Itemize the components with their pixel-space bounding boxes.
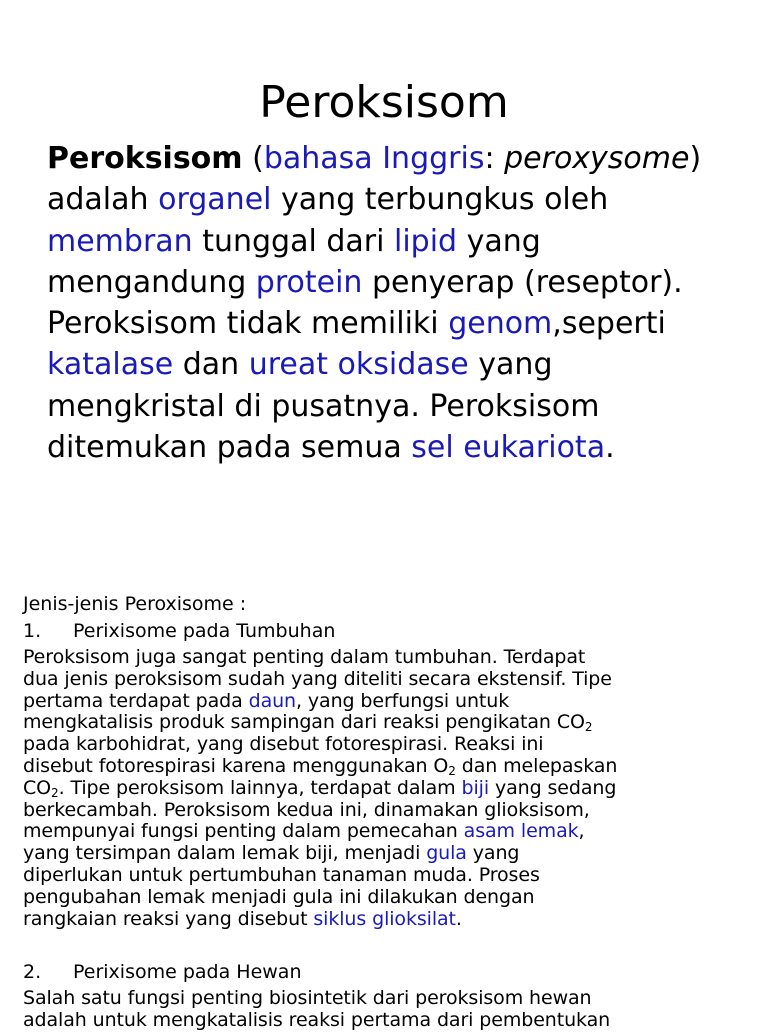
- text: rangkaian reaksi yang disebut: [23, 907, 314, 930]
- paragraph-line: [23, 778, 753, 800]
- text: yang: [466, 842, 520, 865]
- text: pertama terdapat pada: [23, 689, 249, 712]
- paragraph-line: [23, 865, 753, 887]
- text: . Tipe peroksisom lainnya, terdapat dalam: [58, 776, 462, 799]
- subscript: 2: [584, 720, 593, 735]
- intro-text: ) adalah: [47, 141, 702, 218]
- paragraph-line: [23, 734, 753, 756]
- text: mengkatalisis produk sampingan dari reaksi pengikatan CO: [23, 711, 585, 734]
- link-siklus-glioksilat[interactable]: siklus glioksilat: [313, 907, 456, 930]
- list-number: 2.: [23, 961, 42, 983]
- page-title: Peroksisom: [259, 77, 509, 129]
- text: Peroksisom juga sangat penting dalam tumbuhan. Terdapat: [23, 646, 586, 668]
- text: disebut fotorespirasi karena menggunakan O: [23, 754, 449, 777]
- paragraph-line: [23, 843, 753, 865]
- intro-text-colon: :: [484, 141, 495, 176]
- link-katalase[interactable]: katalase: [47, 347, 174, 383]
- text: diperlukan untuk pertumbuhan tanaman muda. Proses: [23, 863, 540, 886]
- subscript: 2: [51, 785, 59, 800]
- intro-text: tunggal dari: [192, 223, 394, 259]
- plant-paragraph: [23, 647, 753, 930]
- animal-paragraph: [23, 988, 753, 1032]
- text: yang sedang: [489, 776, 617, 799]
- paragraph-line: [23, 647, 753, 669]
- list-item-label: Perixisome pada Tumbuhan: [73, 620, 336, 642]
- list-item-label: Perixisome pada Hewan: [73, 961, 302, 983]
- text: yang tersimpan dalam lemak biji, menjadi: [23, 842, 427, 865]
- paragraph-line: [23, 800, 753, 822]
- link-protein[interactable]: protein: [255, 264, 363, 300]
- types-heading: Jenis-jenis Peroxisome :: [23, 593, 247, 615]
- paragraph-line: [23, 669, 753, 691]
- link-daun[interactable]: daun: [248, 689, 296, 712]
- text: , yang berfungsi untuk: [296, 689, 510, 712]
- paragraph-line: [23, 988, 753, 1010]
- intro-text: yang mengandung: [47, 223, 541, 300]
- paragraph-line: [23, 691, 753, 713]
- list-number: 1.: [23, 620, 42, 642]
- intro-english-term: peroxysome: [504, 141, 690, 176]
- text: Salah satu fungsi penting biosintetik dari peroksisom hewan: [23, 987, 592, 1009]
- list-item-heading: [23, 959, 753, 985]
- paragraph-line: [23, 756, 753, 778]
- paragraph-line: [23, 1010, 753, 1032]
- intro-text: ,seperti: [552, 306, 666, 342]
- text: ,: [578, 820, 585, 843]
- text: mempunyai fungsi penting dalam pemecahan: [23, 820, 464, 843]
- text: dan melepaskan: [455, 754, 618, 777]
- list-item-heading: [23, 618, 753, 644]
- text: dua jenis peroksisom sudah yang diteliti secara ekstensif. Tipe: [23, 667, 612, 690]
- link-biji[interactable]: biji: [461, 776, 490, 799]
- link-gula[interactable]: gula: [426, 842, 467, 865]
- intro-text: dan: [173, 347, 249, 383]
- link-membran[interactable]: membran: [47, 223, 193, 259]
- intro-text: .: [605, 430, 615, 466]
- paragraph-line: [23, 821, 753, 843]
- link-asam-lemak[interactable]: asam lemak: [463, 820, 579, 843]
- subscript: 2: [448, 763, 456, 778]
- text: pada karbohidrat, yang disebut fotorespirasi. Reaksi ini: [23, 733, 544, 756]
- text: adalah untuk mengkatalisis reaksi pertama dari pembentukan: [23, 1008, 611, 1031]
- intro-text-open-paren: (: [252, 141, 264, 176]
- link-ureat-oksidase[interactable]: ureat oksidase: [248, 347, 469, 383]
- text: pengubahan lemak menjadi gula ini dilakukan dengan: [23, 885, 535, 908]
- link-genom[interactable]: genom: [448, 306, 553, 342]
- intro-paragraph: [47, 138, 737, 468]
- text: .: [455, 907, 462, 930]
- link-organel[interactable]: organel: [158, 182, 272, 218]
- intro-term: Peroksisom: [47, 141, 243, 176]
- text: CO: [23, 776, 52, 799]
- intro-text: penyerap (reseptor). Peroksisom tidak memiliki: [47, 264, 683, 342]
- text: berkecambah. Peroksisom kedua ini, dinamakan glioksisom,: [23, 798, 590, 821]
- intro-text: yang terbungkus oleh: [271, 182, 609, 218]
- paragraph-line: [23, 909, 753, 931]
- paragraph-line: [23, 712, 753, 734]
- paragraph-line: [23, 887, 753, 909]
- link-lipid[interactable]: lipid: [394, 223, 458, 259]
- intro-text: yang mengkristal di pusatnya. Peroksisom ditemukan pada semua: [47, 347, 600, 466]
- link-bahasa-inggris[interactable]: bahasa Inggris: [263, 141, 485, 176]
- link-sel-eukariota[interactable]: sel eukariota: [411, 430, 606, 466]
